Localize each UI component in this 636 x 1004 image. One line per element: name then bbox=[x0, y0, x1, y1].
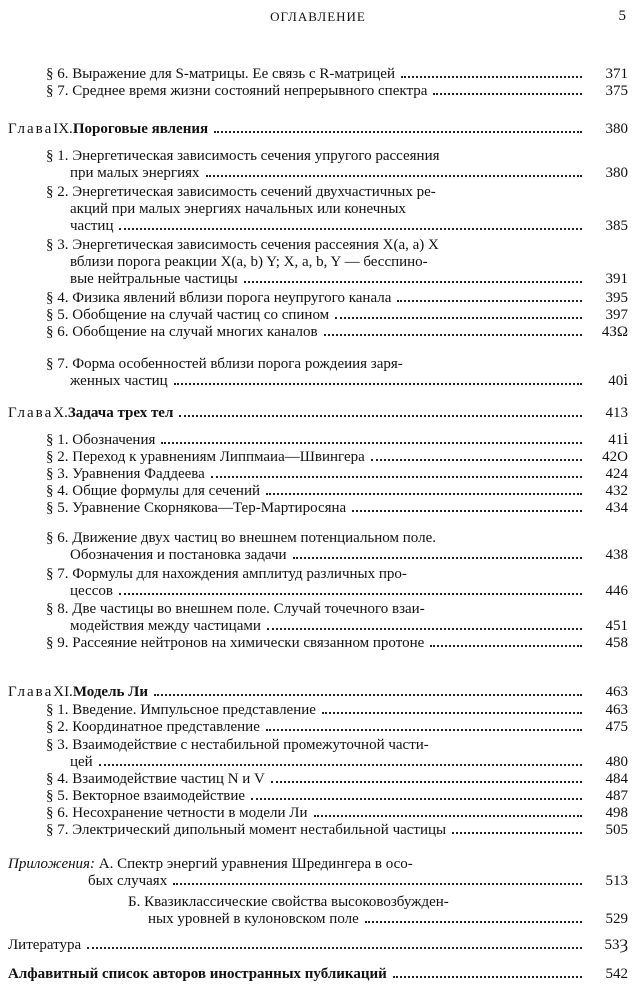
entry-line bbox=[148, 911, 586, 928]
page-ref: 480 bbox=[605, 754, 628, 770]
chapter-label: Глава bbox=[8, 405, 54, 421]
dot-leader bbox=[251, 798, 582, 800]
page-ref: 375 bbox=[605, 83, 628, 99]
entry-line bbox=[70, 254, 428, 271]
page-number: 5 bbox=[618, 8, 626, 24]
dot-leader bbox=[179, 415, 582, 417]
entry-text: § 3. Уравнения Фаддеева bbox=[46, 466, 205, 482]
entry-line bbox=[46, 483, 586, 500]
dot-leader bbox=[244, 281, 582, 283]
entry-line bbox=[46, 148, 440, 165]
entry-text: § 3. Взаимодействие с нестабильной промежуточной части- bbox=[46, 737, 429, 753]
entry-text: Б. Квазиклассические свойства высоковозбужден- bbox=[128, 894, 449, 910]
page-ref: 505 bbox=[605, 822, 628, 838]
page-ref: 40ⅰ bbox=[608, 373, 628, 389]
chapter-name: Пороговые явления bbox=[72, 121, 209, 137]
chapter-heading bbox=[8, 405, 586, 422]
dot-leader bbox=[99, 764, 582, 766]
entry-line bbox=[46, 805, 586, 822]
entry-text: § 8. Две частицы во внешнем поле. Случай точечного взаи- bbox=[46, 601, 425, 617]
entry-text: § 1. Введение. Импульсное представление bbox=[46, 702, 316, 718]
page-ref: 41ⅰ bbox=[608, 432, 628, 448]
entry-line bbox=[46, 500, 586, 517]
page-ref: 463 bbox=[605, 684, 628, 700]
chapter-label: Глава bbox=[8, 121, 54, 137]
entry-text: § 5. Векторное взаимодействие bbox=[46, 788, 246, 804]
dot-leader bbox=[314, 815, 583, 817]
dot-leader bbox=[433, 93, 582, 95]
chapter-numeral: IX. bbox=[53, 121, 73, 137]
chapter-name: Задача трех тел bbox=[67, 405, 174, 421]
page-ref: 542 bbox=[605, 966, 628, 982]
entry-text: § 5. Уравнение Скорнякова—Тер-Мартиросяна bbox=[46, 500, 347, 516]
entry-text: § 6. Движение двух частиц во внешнем потенциальном поле. bbox=[46, 530, 436, 546]
dot-leader bbox=[430, 645, 582, 647]
entry-text: вблизи порога реакции X(a, b) Y; X, a, b, Y — бесспино- bbox=[70, 254, 428, 270]
entry-line bbox=[46, 788, 586, 805]
page-ref: 498 bbox=[605, 805, 628, 821]
entry-text: при малых энергиях bbox=[70, 165, 200, 181]
header-title: ОГЛАВЛЕНИЕ bbox=[270, 9, 366, 24]
page-ref: 395 bbox=[605, 290, 628, 306]
entry-line bbox=[70, 618, 586, 635]
page-ref: 391 bbox=[605, 271, 628, 287]
page-ref: 4ЗΩ bbox=[601, 324, 628, 340]
dot-leader bbox=[154, 694, 582, 696]
entry-line bbox=[70, 201, 406, 218]
dot-leader bbox=[322, 712, 582, 714]
entry-text: § 1. Обозначения bbox=[46, 432, 156, 448]
entry-text: § 4. Общие формулы для сечений bbox=[46, 483, 261, 499]
entry-text: § 7. Электрический дипольный момент нестабильной частицы bbox=[46, 822, 447, 838]
chapter-heading bbox=[8, 121, 586, 138]
entry-text: Обозначения и постановка задачи bbox=[70, 547, 287, 563]
dot-leader bbox=[161, 442, 582, 444]
entry-text: § 1. Энергетическая зависимость сечения упругого рассеяния bbox=[46, 148, 440, 164]
dot-leader bbox=[206, 175, 583, 177]
dot-leader bbox=[401, 76, 582, 78]
page-ref: 53Ȝ bbox=[604, 937, 628, 953]
entry-line bbox=[46, 737, 429, 754]
dot-leader bbox=[266, 493, 582, 495]
dot-leader bbox=[293, 557, 582, 559]
entry-text: § 3. Энергетическая зависимость сечения рассеяния X(a, a) X bbox=[46, 237, 439, 253]
page-ref: 380 bbox=[605, 165, 628, 181]
entry-text: Алфавитный список авторов иностранных публикаций bbox=[8, 966, 387, 982]
entry-text: Литература bbox=[8, 937, 82, 953]
dot-leader bbox=[119, 228, 582, 230]
entry-text: § 2. Энергетическая зависимость сечений двухчастичных ре- bbox=[46, 184, 436, 200]
entry-text: Приложения: А. Спектр энергий уравнения Шредингера в осо- bbox=[8, 856, 413, 872]
page-ref: 438 bbox=[605, 547, 628, 563]
entry-line bbox=[46, 307, 586, 324]
entry-text: женных частиц bbox=[70, 373, 168, 389]
page-ref: 380 bbox=[605, 121, 628, 137]
entry-text: модействия между частицами bbox=[70, 618, 261, 634]
dot-leader bbox=[324, 334, 582, 336]
entry-line bbox=[70, 373, 586, 390]
entry-line bbox=[46, 432, 586, 449]
entry-line bbox=[46, 449, 586, 466]
entry-text: § 7. Среднее время жизни состояний непрерывного спектра bbox=[46, 83, 428, 99]
entry-line bbox=[46, 719, 586, 736]
page-ref: 529 bbox=[605, 911, 628, 927]
entry-line bbox=[46, 530, 436, 547]
page-ref: 424 bbox=[605, 466, 628, 482]
entry-line bbox=[46, 822, 586, 839]
entry-line bbox=[46, 356, 403, 373]
entry-text: цей bbox=[70, 754, 93, 770]
page-ref: 484 bbox=[605, 771, 628, 787]
chapter-numeral: X. bbox=[53, 405, 68, 421]
page-ref: 413 bbox=[605, 405, 628, 421]
entry-line bbox=[88, 873, 586, 890]
entry-line bbox=[8, 966, 586, 983]
page-ref: 451 bbox=[605, 618, 628, 634]
dot-leader bbox=[211, 476, 582, 478]
entry-text: § 7. Форма особенностей вблизи порога рождеиия заря- bbox=[46, 356, 403, 372]
entry-line bbox=[70, 583, 586, 600]
entry-text: акций при малых энергиях начальных или конечных bbox=[70, 201, 406, 217]
dot-leader bbox=[335, 317, 582, 319]
entry-line bbox=[46, 290, 586, 307]
entry-text: ных уровней в кулоновском поле bbox=[148, 911, 359, 927]
entry-text: цессов bbox=[70, 583, 113, 599]
entry-text: бых случаях bbox=[88, 873, 168, 889]
page-ref: 385 bbox=[605, 218, 628, 234]
page-ref: 513 bbox=[605, 873, 628, 889]
entry-line bbox=[46, 324, 586, 341]
chapter-heading bbox=[8, 684, 586, 701]
dot-leader bbox=[214, 131, 582, 133]
entry-line bbox=[46, 635, 586, 652]
entry-text: § 4. Физика явлений вблизи порога неупругого канала bbox=[46, 290, 392, 306]
chapter-numeral: XI. bbox=[53, 684, 73, 700]
entry-line bbox=[46, 184, 436, 201]
dot-leader bbox=[119, 593, 582, 595]
entry-line bbox=[70, 547, 586, 564]
dot-leader bbox=[174, 383, 582, 385]
entry-line bbox=[46, 771, 586, 788]
entry-line bbox=[46, 237, 439, 254]
chapter-name: Модель Ли bbox=[72, 684, 149, 700]
page-ref: 434 bbox=[605, 500, 628, 516]
dot-leader bbox=[371, 459, 582, 461]
entry-text: § 2. Переход к уравнениям Липпмаиа—Швингера bbox=[46, 449, 365, 465]
dot-leader bbox=[365, 921, 582, 923]
dot-leader bbox=[266, 729, 582, 731]
page-ref: 463 bbox=[605, 702, 628, 718]
entry-line bbox=[70, 754, 586, 771]
entry-line bbox=[46, 83, 586, 100]
page-ref: 42Ο bbox=[602, 449, 628, 465]
page-ref: 458 bbox=[605, 635, 628, 651]
entry-text: § 6. Несохранение четности в модели Ли bbox=[46, 805, 308, 821]
page-ref: 487 bbox=[605, 788, 628, 804]
entry-text: § 2. Координатное представление bbox=[46, 719, 260, 735]
entry-line bbox=[8, 937, 586, 954]
page-ref: 397 bbox=[605, 307, 628, 323]
page-ref: 446 bbox=[605, 583, 628, 599]
entry-text: частиц bbox=[70, 218, 114, 234]
entry-line bbox=[128, 894, 449, 911]
page-ref: 432 bbox=[605, 483, 628, 499]
page-header bbox=[0, 8, 636, 28]
dot-leader bbox=[173, 883, 582, 885]
entry-text: вые нейтральные частицы bbox=[70, 271, 238, 287]
page-ref: 371 bbox=[605, 66, 628, 82]
entry-line bbox=[46, 466, 586, 483]
chapter-label: Глава bbox=[8, 684, 54, 700]
entry-line bbox=[46, 566, 407, 583]
entry-line bbox=[70, 165, 586, 182]
entry-line bbox=[46, 702, 586, 719]
entry-text: § 7. Формулы для нахождения амплитуд различных про- bbox=[46, 566, 407, 582]
entry-line bbox=[70, 271, 586, 288]
dot-leader bbox=[352, 510, 582, 512]
page-ref: 475 bbox=[605, 719, 628, 735]
entry-text: § 4. Взаимодействие частиц N и V bbox=[46, 771, 265, 787]
entry-text: § 6. Выражение для S-матрицы. Ее связь с R-матрицей bbox=[46, 66, 395, 82]
entry-line bbox=[70, 218, 586, 235]
dot-leader bbox=[271, 781, 582, 783]
dot-leader bbox=[393, 976, 582, 978]
dot-leader bbox=[267, 628, 582, 630]
dot-leader bbox=[87, 947, 582, 949]
dot-leader bbox=[452, 832, 582, 834]
dot-leader bbox=[397, 300, 582, 302]
entry-line bbox=[46, 601, 425, 618]
entry-text: § 6. Обобщение на случай многих каналов bbox=[46, 324, 318, 340]
entry-text: § 5. Обобщение на случай частиц со спином bbox=[46, 307, 330, 323]
entry-line bbox=[8, 856, 413, 873]
entry-text: § 9. Рассеяние нейтронов на химически связанном протоне bbox=[46, 635, 425, 651]
entry-line bbox=[46, 66, 586, 83]
